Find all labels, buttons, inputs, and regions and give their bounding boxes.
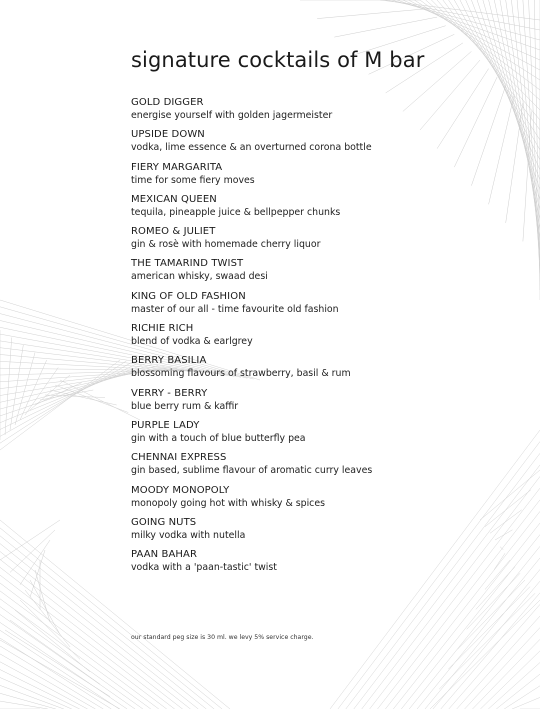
cocktail-item [131, 322, 372, 354]
cocktail-description: gin with a touch of blue butterfly pea [131, 432, 306, 444]
cocktail-name: ROMEO & JULIET [131, 226, 216, 238]
cocktail-item [131, 257, 372, 289]
cocktail-item [131, 193, 372, 225]
cocktail-item [131, 419, 372, 451]
cocktail-item [131, 290, 372, 322]
cocktail-item [131, 354, 372, 386]
cocktail-item [131, 161, 372, 193]
cocktail-name: BERRY BASILIA [131, 355, 207, 367]
cocktail-description: blend of vodka & earlgrey [131, 336, 253, 348]
cocktail-description: monopoly going hot with whisky & spices [131, 497, 325, 509]
cocktail-item [131, 548, 372, 580]
cocktail-description: tequila, pineapple juice & bellpepper chunks [131, 206, 341, 218]
cocktail-description: gin based, sublime flavour of aromatic curry leaves [131, 465, 373, 477]
cocktail-item [131, 516, 372, 548]
cocktail-name: PAAN BAHAR [131, 549, 198, 561]
cocktail-item [131, 96, 372, 128]
cocktail-description: blossoming flavours of strawberry, basil & rum [131, 368, 351, 380]
cocktail-name: MOODY MONOPOLY [131, 484, 230, 496]
cocktail-description: blue berry rum & kaffir [131, 400, 239, 412]
cocktail-description: milky vodka with nutella [131, 529, 246, 541]
service-footnote: our standard peg size is 30 ml. we levy 5% service charge. [131, 634, 314, 641]
page-title: signature cocktails of M bar [131, 48, 425, 72]
cocktail-name: GOLD DIGGER [131, 97, 204, 108]
cocktail-description: energise yourself with golden jagermeister [131, 110, 333, 121]
cocktail-description: gin & rosè with homemade cherry liquor [131, 239, 321, 251]
cocktail-description: time for some fiery moves [131, 174, 255, 186]
cocktail-name: VERRY - BERRY [131, 387, 208, 399]
cocktail-item [131, 225, 372, 257]
cocktail-list [131, 96, 372, 580]
cocktail-description: master of our all - time favourite old fashion [131, 303, 339, 315]
cocktail-name: THE TAMARIND TWIST [131, 258, 244, 270]
cocktail-name: MEXICAN QUEEN [131, 193, 217, 205]
cocktail-name: RICHIE RICH [131, 323, 194, 335]
cocktail-name: FIERY MARGARITA [131, 161, 223, 173]
cocktail-description: vodka, lime essence & an overturned corona bottle [131, 142, 372, 154]
cocktail-name: PURPLE LADY [131, 419, 200, 431]
cocktail-item [131, 484, 372, 516]
cocktail-description: american whisky, swaad desi [131, 271, 268, 283]
cocktail-name: KING OF OLD FASHION [131, 290, 246, 302]
cocktail-item [131, 387, 372, 419]
cocktail-name: CHENNAI EXPRESS [131, 452, 227, 464]
cocktail-item [131, 451, 372, 483]
cocktail-item [131, 128, 372, 160]
cocktail-description: vodka with a 'paan-tastic' twist [131, 562, 277, 574]
cocktail-name: UPSIDE DOWN [131, 129, 205, 141]
cocktail-name: GOING NUTS [131, 516, 197, 528]
